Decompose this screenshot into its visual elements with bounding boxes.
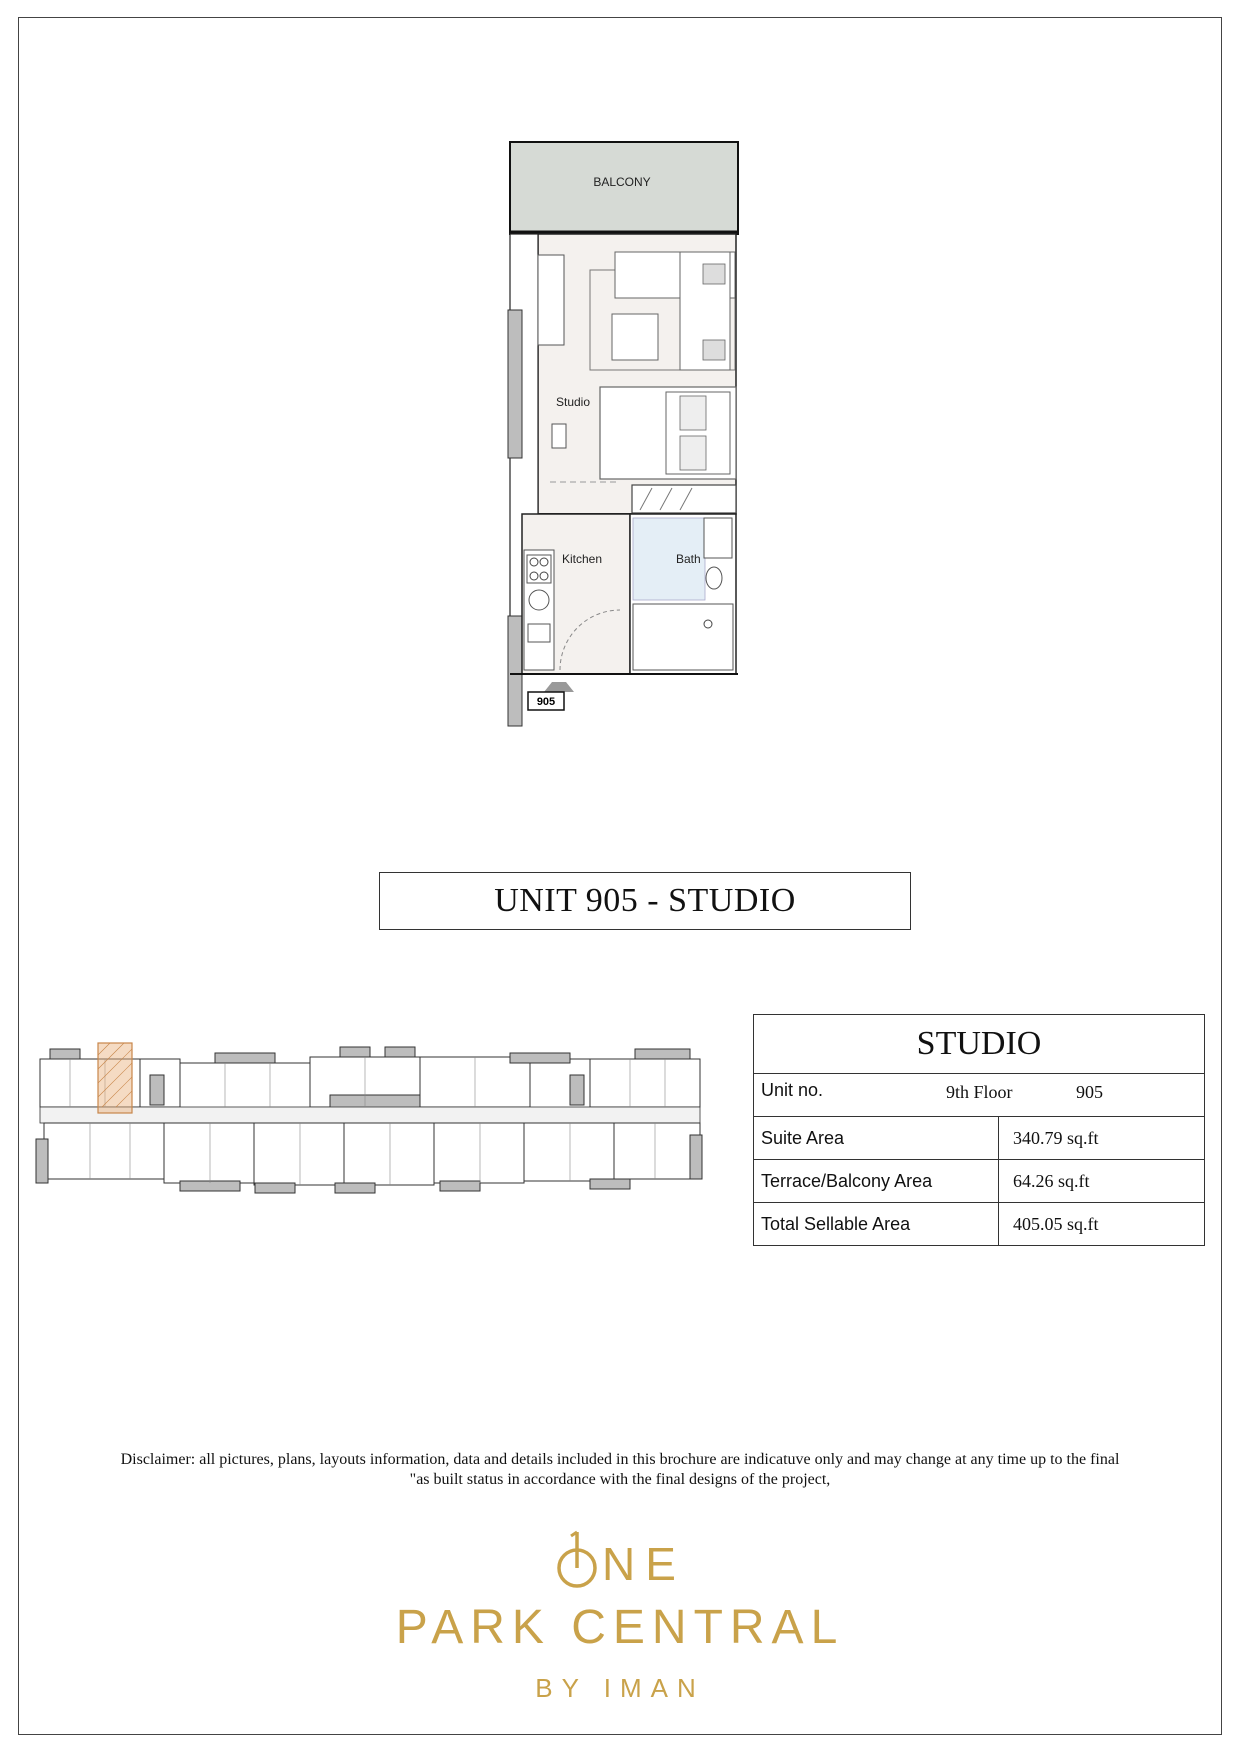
disclaimer (70, 1450, 1170, 1490)
table-heading: STUDIO (754, 1015, 1205, 1074)
area-table (753, 1014, 1205, 1246)
balcony-area-label: Terrace/Balcony Area (754, 1160, 999, 1203)
suite-area-label: Suite Area (754, 1117, 999, 1160)
kitchen-label: Kitchen (562, 552, 603, 566)
unit-no-value: 905 (1076, 1082, 1103, 1102)
bath-label: Bath (676, 552, 701, 566)
unit-floor-plan (490, 130, 750, 770)
logo-key-o-icon (554, 1530, 600, 1606)
table-row (754, 1203, 1205, 1246)
logo-text-ne: NE (602, 1538, 686, 1591)
logo-line-one (340, 1530, 900, 1594)
unit-no-row (761, 1074, 1197, 1116)
suite-area-value: 340.79 sq.ft (999, 1117, 1205, 1160)
balcony-area-value: 64.26 sq.ft (999, 1160, 1205, 1203)
total-area-value: 405.05 sq.ft (999, 1203, 1205, 1246)
floor-key-plan (30, 1035, 730, 1225)
floor-value: 9th Floor (946, 1082, 1013, 1102)
disclaimer-line-2: "as built status in accordance with the final designs of the project, (409, 1471, 831, 1488)
disclaimer-line-1: Disclaimer: all pictures, plans, layouts information, data and details included in this brochure are indicatuve only and may change at any time up to the final (120, 1451, 1120, 1468)
brand-logo (340, 1530, 900, 1710)
total-area-label: Total Sellable Area (754, 1203, 999, 1246)
unit-no-label: Unit no. (761, 1080, 824, 1100)
studio-label: Studio (556, 395, 591, 409)
unit-title: UNIT 905 - STUDIO (379, 872, 911, 930)
logo-line-three: BY IMAN (535, 1673, 705, 1703)
table-row (754, 1117, 1205, 1160)
table-row (754, 1160, 1205, 1203)
unit-tag: 905 (536, 696, 556, 708)
logo-line-two: PARK CENTRAL (395, 1601, 845, 1654)
balcony-label: BALCONY (593, 175, 651, 189)
